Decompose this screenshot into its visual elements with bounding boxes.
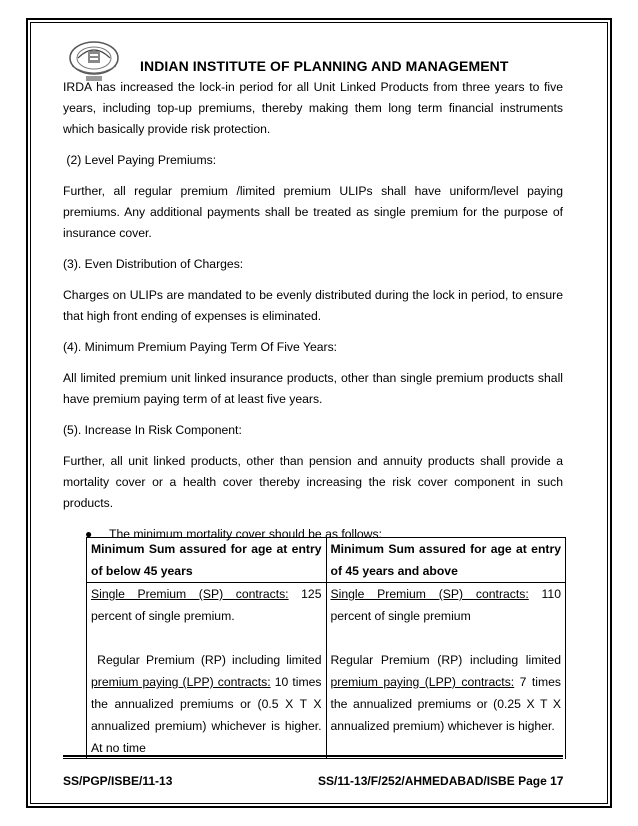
paragraph-minimum-term: All limited premium unit linked insurance products, other than single premium products shall have premium paying term of at least five years. bbox=[63, 371, 563, 406]
table-header-45-above: Minimum Sum assured for age at entry of 45 years and above bbox=[326, 538, 566, 583]
paragraph-level-paying: Further, all regular premium /limited premium ULIPs shall have uniform/level paying premiums. Any additional payments shall be treated as single premium for the purpose of insurance cover. bbox=[63, 184, 563, 240]
sp-label: Single Premium (SP) contracts: bbox=[91, 587, 289, 601]
bullet-dot-icon: ● bbox=[85, 527, 93, 541]
mortality-cover-table bbox=[86, 537, 566, 759]
rp-label: premium paying (LPP) contracts: bbox=[330, 675, 515, 689]
table-row bbox=[87, 583, 566, 760]
rp-label: premium paying (LPP) contracts: bbox=[91, 675, 271, 689]
heading-risk-component: (5). Increase In Risk Component: bbox=[63, 423, 242, 437]
table-cell-45-above bbox=[326, 583, 566, 760]
paragraph-even-distribution: Charges on ULIPs are mandated to be evenly distributed during the lock in period, to ensure that high front ending of expenses is eliminated. bbox=[63, 288, 563, 323]
table-header-row bbox=[87, 538, 566, 583]
footer-rule bbox=[63, 755, 563, 757]
footer-page-reference: SS/11-13/F/252/AHMEDABAD/ISBE Page 17 bbox=[318, 774, 564, 788]
document-body bbox=[63, 77, 563, 545]
footer-course-code: SS/PGP/ISBE/11-13 bbox=[63, 774, 173, 788]
heading-level-paying: (2) Level Paying Premiums: bbox=[63, 153, 217, 167]
table-header-below-45: Minimum Sum assured for age at entry of below 45 years bbox=[87, 538, 327, 583]
sp-label: Single Premium (SP) contracts: bbox=[330, 587, 529, 601]
rp-text: 10 times the annualized premiums or (0.5 X T X annualized premium) whichever is higher. At no time bbox=[91, 675, 322, 755]
bullet-text: The minimum mortality cover should be as follows: bbox=[109, 527, 382, 541]
page-header-title: INDIAN INSTITUTE OF PLANNING AND MANAGEMENT bbox=[140, 58, 509, 74]
table-cell-below-45 bbox=[87, 583, 327, 760]
paragraph-risk-component: Further, all unit linked products, other than pension and annuity products shall provide a mortality cover or a health cover thereby increasing the risk cover component in such products. bbox=[63, 454, 563, 510]
rp-label-line: Regular Premium (RP) including limited bbox=[91, 653, 322, 667]
sp-text: 125 percent of single premium. bbox=[91, 587, 322, 623]
rp-label-line: Regular Premium (RP) including limited bbox=[330, 653, 561, 667]
heading-minimum-term: (4). Minimum Premium Paying Term Of Five Years: bbox=[63, 340, 338, 354]
paragraph-lock-in: IRDA has increased the lock-in period for all Unit Linked Products from three years to five years, including top-up premiums, thereby making them long term financial instruments which basically provide risk protection. bbox=[63, 80, 563, 136]
footer-rule-thin bbox=[63, 758, 563, 759]
heading-even-distribution: (3). Even Distribution of Charges: bbox=[63, 257, 244, 271]
sp-text: 110 percent of single premium bbox=[330, 587, 561, 623]
rp-text: 7 times the annualized premiums or (0.25 X T X annualized premium) whichever is higher. bbox=[330, 675, 561, 733]
